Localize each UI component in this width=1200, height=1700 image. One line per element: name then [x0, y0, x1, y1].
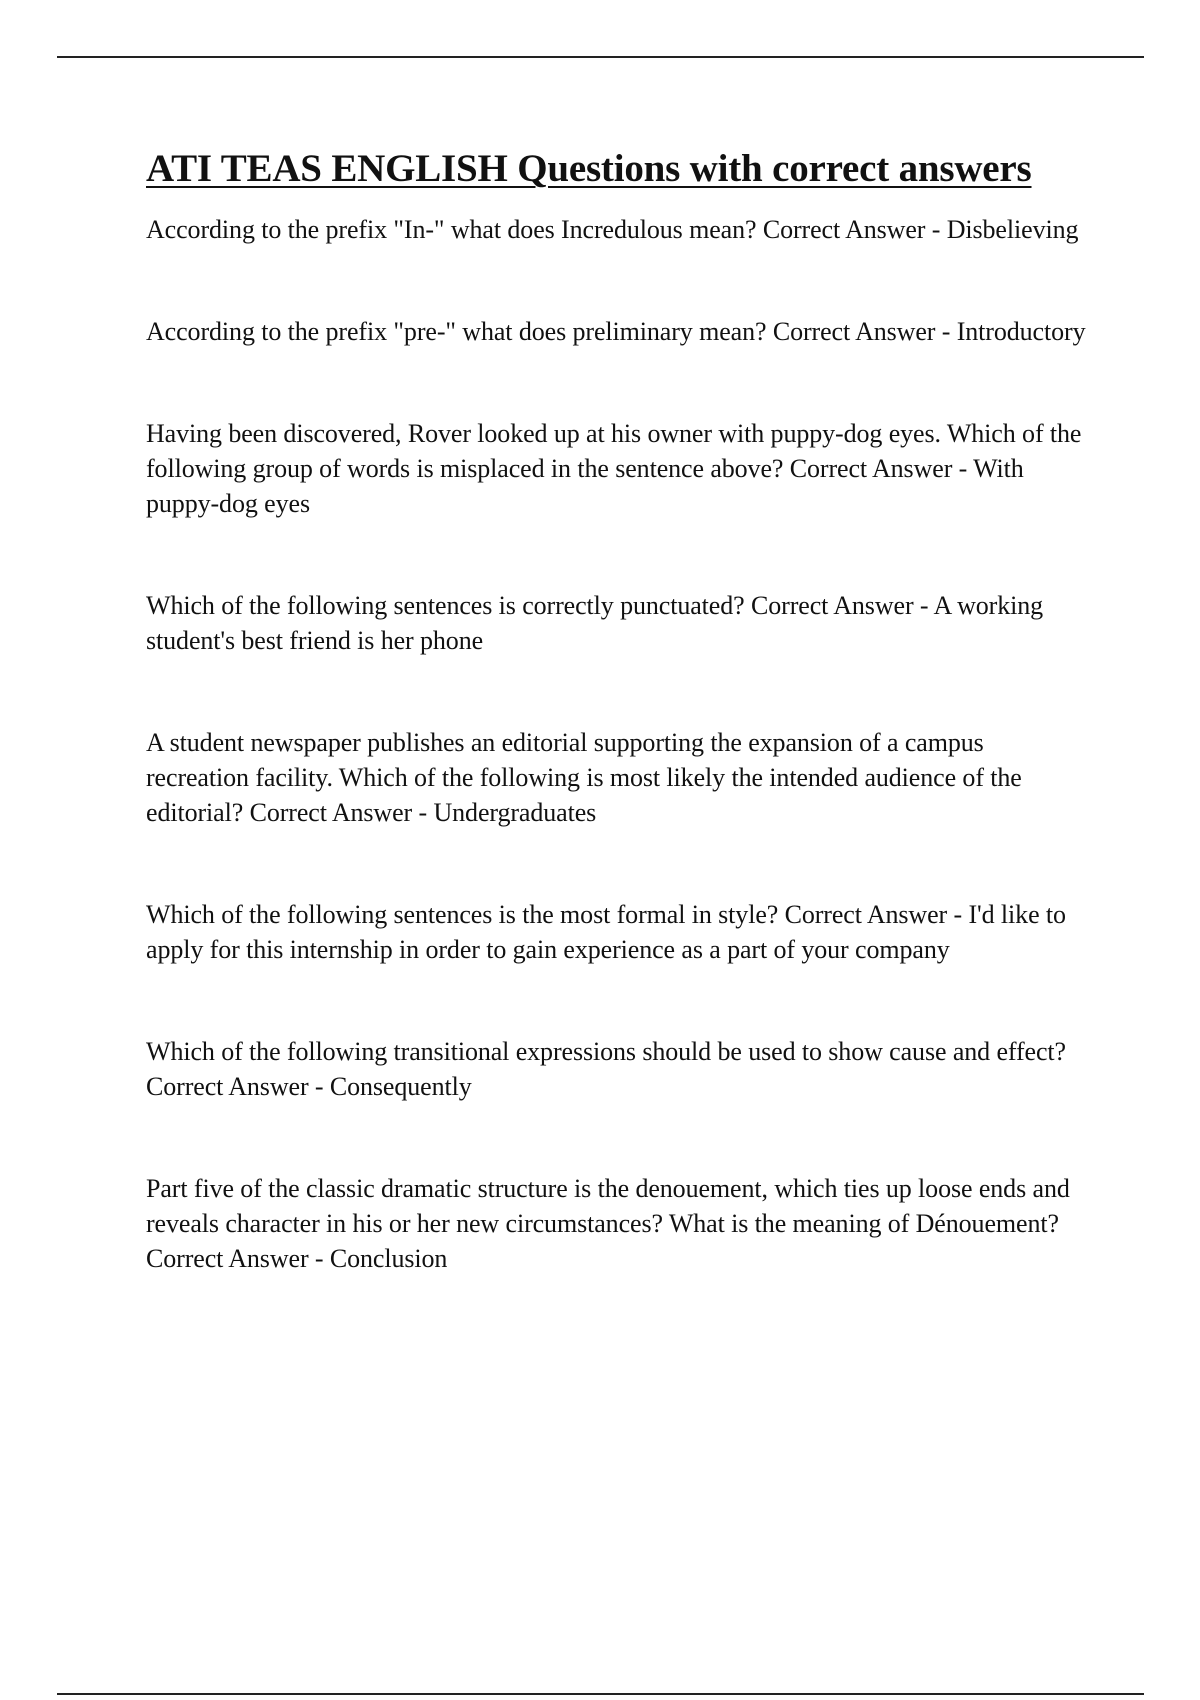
answer-text: I'd like to apply for this internship in order to gain experience as a part of your company: [146, 900, 1066, 964]
question-answer-item: [146, 1171, 1086, 1276]
question-answer-item: [146, 725, 1086, 830]
answer-label: Correct Answer -: [772, 317, 951, 346]
document-title: ATI TEAS ENGLISH Questions with correct answers: [146, 147, 1032, 190]
question-text: Part five of the classic dramatic structure is the denouement, which ties up loose ends and reveals character in his or her new circumstances? What is the meaning of Dénouement?: [146, 1174, 1070, 1238]
answer-text: With puppy-dog eyes: [146, 454, 1024, 518]
question-answer-item: [146, 212, 1086, 247]
answer-label: Correct Answer -: [751, 591, 929, 620]
answer-text: Undergraduates: [433, 798, 597, 827]
question-text: According to the prefix "In-" what does Incredulous mean?: [146, 215, 757, 244]
answer-label: Correct Answer -: [249, 798, 428, 827]
answer-text: Disbelieving: [946, 215, 1079, 244]
question-answer-item: [146, 897, 1086, 967]
question-answer-item: [146, 314, 1086, 349]
question-text: A student newspaper publishes an editorial supporting the expansion of a campus recreation facility. Which of the following is most likely the intended audience of the editorial?: [146, 728, 1022, 827]
answer-text: Introductory: [956, 317, 1086, 346]
document-body: [146, 144, 1086, 1343]
answer-text: Consequently: [329, 1072, 472, 1101]
question-answer-item: [146, 588, 1086, 658]
answer-label: Correct Answer -: [762, 215, 941, 244]
answer-label: Correct Answer -: [789, 454, 968, 483]
question-text: Which of the following sentences is correctly punctuated?: [146, 591, 745, 620]
question-list: [146, 212, 1086, 1276]
answer-label: Correct Answer -: [146, 1244, 324, 1273]
question-text: Which of the following sentences is the most formal in style?: [146, 900, 779, 929]
top-divider: [57, 56, 1144, 58]
question-text: Which of the following transitional expressions should be used to show cause and effect?: [146, 1037, 1066, 1066]
answer-text: Conclusion: [329, 1244, 448, 1273]
question-answer-item: [146, 416, 1086, 521]
answer-label: Correct Answer -: [146, 1072, 324, 1101]
answer-text: A working student's best friend is her phone: [146, 591, 1044, 655]
bottom-divider: [57, 1693, 1144, 1695]
question-answer-item: [146, 1034, 1086, 1104]
question-text: Having been discovered, Rover looked up at his owner with puppy-dog eyes. Which of the following group of words is misplaced in the sentence above?: [146, 419, 1082, 483]
question-text: According to the prefix "pre-" what does preliminary mean?: [146, 317, 767, 346]
answer-label: Correct Answer -: [784, 900, 963, 929]
